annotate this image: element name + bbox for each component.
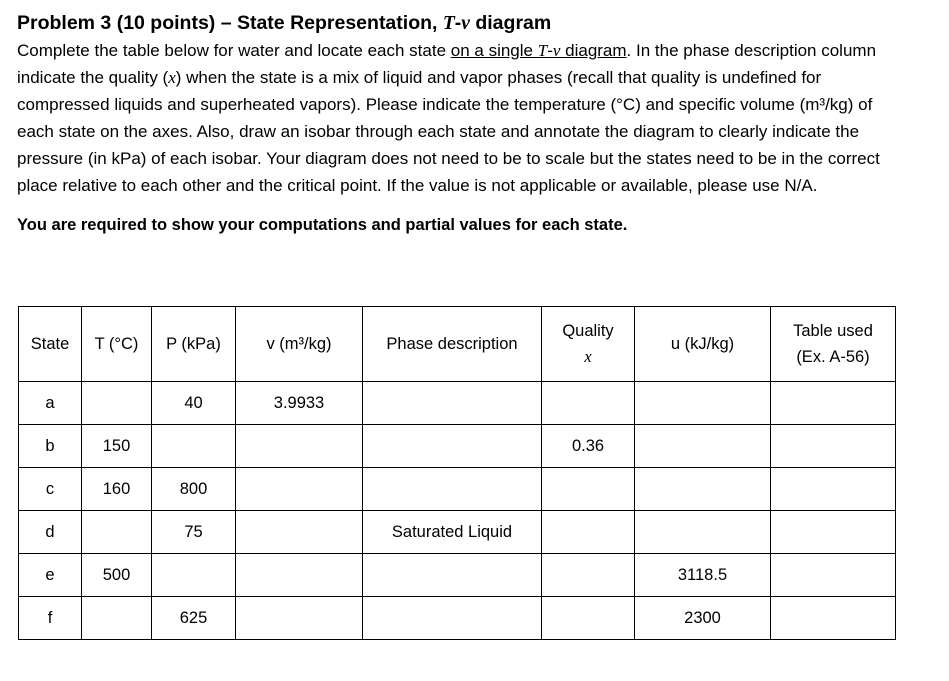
cell-pressure[interactable]: 40 xyxy=(152,382,236,425)
table-row xyxy=(19,554,896,597)
cell-quality[interactable] xyxy=(542,468,635,511)
cell-specific-volume[interactable] xyxy=(236,425,363,468)
table-row xyxy=(19,382,896,425)
table-row xyxy=(19,511,896,554)
header-table-used xyxy=(771,307,896,382)
cell-internal-energy[interactable] xyxy=(635,511,771,554)
table-row xyxy=(19,597,896,640)
table-row xyxy=(19,425,896,468)
cell-state: f xyxy=(19,597,82,640)
underlined-t-symbol: T xyxy=(537,41,548,60)
header-pressure: P (kPa) xyxy=(152,307,236,382)
cell-table-used[interactable] xyxy=(771,597,896,640)
cell-quality[interactable] xyxy=(542,382,635,425)
cell-temperature[interactable]: 160 xyxy=(82,468,152,511)
cell-phase-description[interactable] xyxy=(363,554,542,597)
cell-pressure[interactable] xyxy=(152,554,236,597)
header-quality-label: Quality xyxy=(562,322,614,340)
cell-temperature[interactable]: 500 xyxy=(82,554,152,597)
cell-phase-description[interactable] xyxy=(363,382,542,425)
cell-internal-energy[interactable] xyxy=(635,382,771,425)
cell-phase-description[interactable] xyxy=(363,425,542,468)
instructions-paragraph xyxy=(17,37,897,199)
cell-pressure[interactable]: 625 xyxy=(152,597,236,640)
cell-pressure[interactable]: 800 xyxy=(152,468,236,511)
title-dash: - xyxy=(454,12,462,34)
cell-specific-volume[interactable] xyxy=(236,511,363,554)
instructions-text-1: Complete the table below for water and locate each state xyxy=(17,41,451,60)
cell-specific-volume[interactable] xyxy=(236,468,363,511)
cell-specific-volume[interactable] xyxy=(236,554,363,597)
underlined-text-b: diagram xyxy=(560,41,627,60)
cell-quality[interactable] xyxy=(542,511,635,554)
header-state: State xyxy=(19,307,82,382)
header-table-used-label: Table used xyxy=(793,322,873,340)
cell-phase-description[interactable] xyxy=(363,597,542,640)
table-header-row xyxy=(19,307,896,382)
title-text: Problem 3 (10 points) – State Representation, xyxy=(17,12,443,34)
cell-pressure[interactable] xyxy=(152,425,236,468)
header-table-used-example: (Ex. A-56) xyxy=(796,348,870,366)
cell-internal-energy[interactable]: 2300 xyxy=(635,597,771,640)
header-specific-volume: v (m³/kg) xyxy=(236,307,363,382)
underlined-phrase xyxy=(451,41,627,60)
cell-specific-volume[interactable] xyxy=(236,597,363,640)
title-t-symbol: T xyxy=(442,13,455,34)
header-internal-energy: u (kJ/kg) xyxy=(635,307,771,382)
cell-table-used[interactable] xyxy=(771,554,896,597)
cell-phase-description[interactable] xyxy=(363,468,542,511)
state-table xyxy=(18,306,896,640)
problem-document xyxy=(17,10,917,237)
cell-state: a xyxy=(19,382,82,425)
cell-internal-energy[interactable] xyxy=(635,468,771,511)
cell-quality[interactable] xyxy=(542,597,635,640)
instructions-text-2: . In the phase description column indicate the quality ( xyxy=(17,41,877,87)
title-v-symbol: v xyxy=(461,13,470,34)
underlined-v-symbol: v xyxy=(552,41,561,60)
header-phase-description: Phase description xyxy=(363,307,542,382)
cell-internal-energy[interactable] xyxy=(635,425,771,468)
cell-table-used[interactable] xyxy=(771,468,896,511)
header-temperature: T (°C) xyxy=(82,307,152,382)
underlined-dash: - xyxy=(547,41,553,60)
problem-title xyxy=(17,10,917,37)
header-quality-symbol: x xyxy=(584,347,592,366)
cell-state: d xyxy=(19,511,82,554)
cell-quality[interactable] xyxy=(542,554,635,597)
cell-pressure[interactable]: 75 xyxy=(152,511,236,554)
cell-state: e xyxy=(19,554,82,597)
cell-temperature[interactable]: 150 xyxy=(82,425,152,468)
cell-temperature[interactable] xyxy=(82,382,152,425)
underlined-text-a: on a single xyxy=(450,41,538,60)
cell-table-used[interactable] xyxy=(771,511,896,554)
cell-state: b xyxy=(19,425,82,468)
header-quality xyxy=(542,307,635,382)
cell-temperature[interactable] xyxy=(82,597,152,640)
cell-specific-volume[interactable]: 3.9933 xyxy=(236,382,363,425)
cell-temperature[interactable] xyxy=(82,511,152,554)
cell-phase-description[interactable]: Saturated Liquid xyxy=(363,511,542,554)
title-suffix: diagram xyxy=(469,12,552,34)
cell-table-used[interactable] xyxy=(771,425,896,468)
cell-state: c xyxy=(19,468,82,511)
cell-table-used[interactable] xyxy=(771,382,896,425)
cell-internal-energy[interactable]: 3118.5 xyxy=(635,554,771,597)
cell-quality[interactable]: 0.36 xyxy=(542,425,635,468)
instructions-text-3: ) when the state is a mix of liquid and vapor phases (recall that quality is undefined for compressed liquids and superheated vapors). Please indicate the temperature (°C) and specific volume (m³/kg) of each state on the axes. Also, draw an isobar through each state and annotate the diagram to clearly indicate the pressure (in kPa) of each isobar. Your diagram does not need to be to scale but the states need to be in the correct place relative to each other and the critical point. If the value is not applicable or available, please use N/A. xyxy=(17,68,880,195)
requirement-note: You are required to show your computations and partial values for each state. xyxy=(17,216,628,234)
quality-symbol: x xyxy=(168,68,176,87)
table-row xyxy=(19,468,896,511)
